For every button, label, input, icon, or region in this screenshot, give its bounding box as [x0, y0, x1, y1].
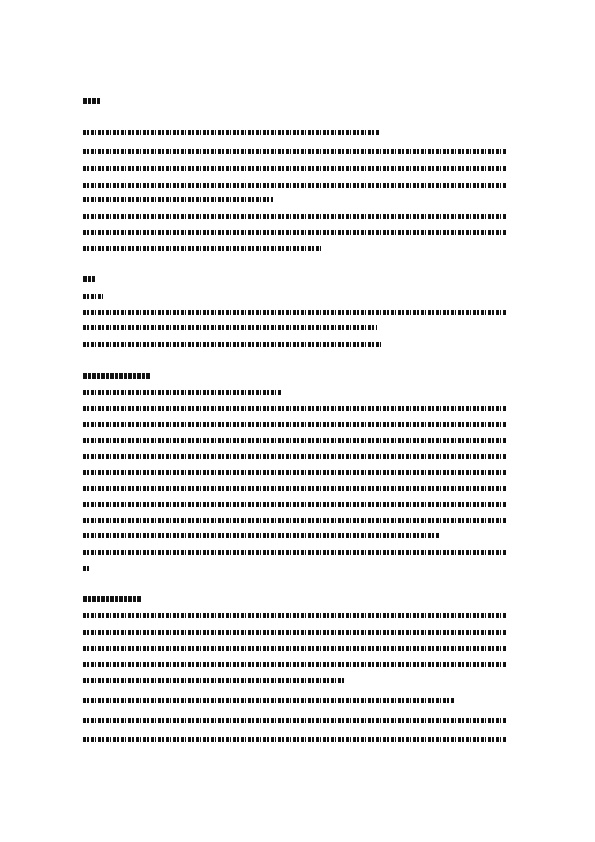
text-line — [83, 294, 103, 299]
text-line — [83, 737, 507, 742]
text-line — [83, 149, 507, 154]
text-line — [83, 230, 507, 235]
text-line — [83, 390, 281, 395]
text-line — [83, 438, 507, 443]
text-line — [83, 486, 507, 491]
text-line — [83, 550, 507, 555]
text-line — [83, 518, 507, 523]
text-line — [83, 698, 455, 703]
text-line — [83, 406, 507, 411]
text-line — [83, 662, 507, 667]
section-heading — [83, 98, 101, 104]
section-heading — [83, 373, 151, 379]
text-line — [83, 630, 507, 635]
text-line — [83, 533, 439, 538]
text-line — [83, 325, 377, 330]
text-line — [83, 502, 507, 507]
section-heading — [83, 596, 141, 602]
text-line — [83, 130, 379, 135]
text-line — [83, 454, 507, 459]
text-line — [83, 718, 507, 723]
text-line — [83, 197, 273, 202]
text-line — [83, 470, 507, 475]
text-line — [83, 422, 507, 427]
text-line — [83, 166, 507, 171]
text-line — [83, 613, 507, 618]
text-line — [83, 310, 507, 315]
section-heading — [83, 276, 95, 282]
text-line — [83, 246, 321, 251]
text-line — [83, 566, 91, 571]
text-line — [83, 678, 345, 683]
text-line — [83, 183, 507, 188]
text-line — [83, 214, 507, 219]
text-line — [83, 342, 381, 347]
text-line — [83, 646, 507, 651]
